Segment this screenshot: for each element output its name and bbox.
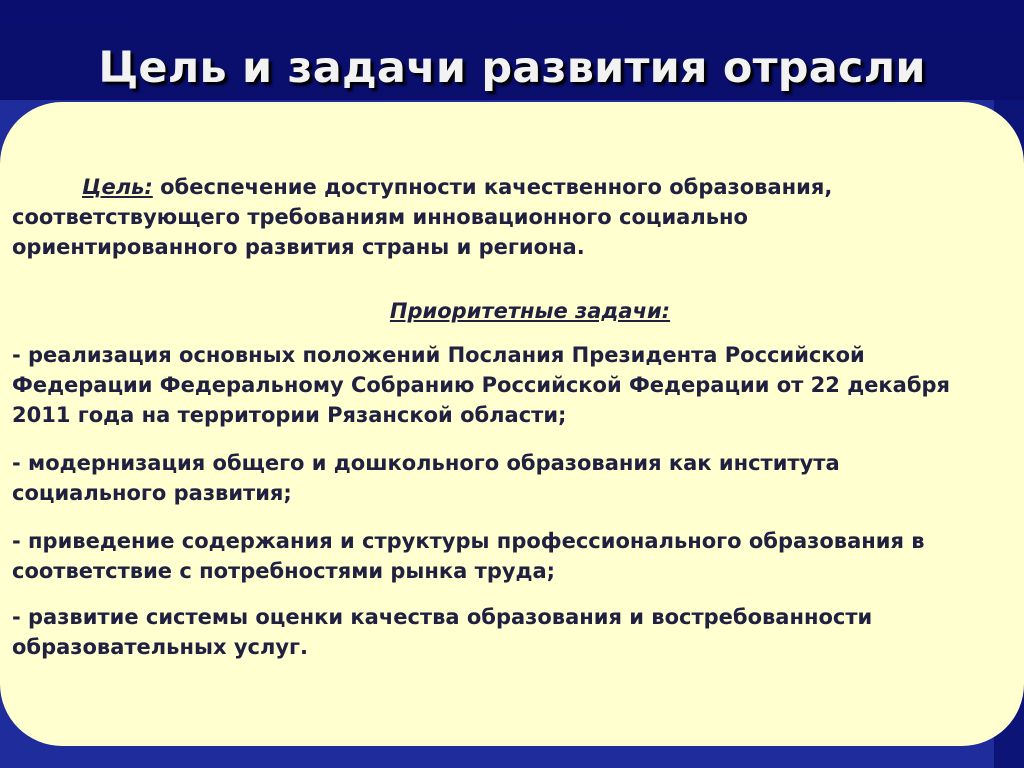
goal-text-line-1: обеспечение доступности качественного образования, [152,175,833,199]
task-line: социального развития; [12,481,292,505]
content-panel [0,102,1024,746]
goal-text-line-2: соответствующего требованиям инновационного социально [12,205,748,229]
goal-text-line-3: ориентированного развития страны и региона. [12,235,585,259]
task-line: образовательных услуг. [12,635,308,659]
task-item [12,448,840,508]
task-line: соответствие с потребностями рынка труда; [12,559,556,583]
goal-first-line [12,172,832,202]
priorities-heading: Приоритетные задачи: [389,299,671,323]
task-line: - развитие системы оценки качества образования и востребованности [12,605,873,629]
slide-title: Цель и задачи развития отрасли [98,42,926,93]
task-line: - приведение содержания и структуры профессионального образования в [12,529,925,553]
task-line: 2011 года на территории Рязанской области; [12,403,567,427]
task-line: - модернизация общего и дошкольного образования как института [12,451,840,475]
task-item [12,602,872,662]
goal-paragraph [12,172,832,262]
task-line: Федерации Федеральному Собранию Российской Федерации от 22 декабря [12,373,950,397]
task-item [12,340,950,430]
task-item [12,526,925,586]
goal-label: Цель: [82,175,153,199]
task-line: - реализация основных положений Послания Президента Российской [12,343,865,367]
